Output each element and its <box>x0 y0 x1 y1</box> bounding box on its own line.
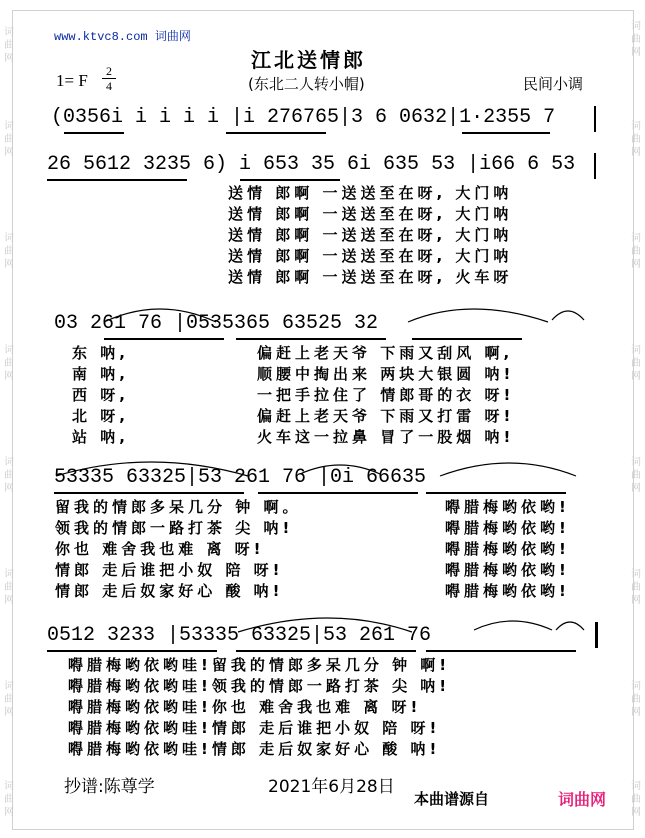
lyric-left: 你也 难舍我也难 离 呀! <box>55 540 265 558</box>
beam <box>47 179 187 181</box>
lyric-right: 偏赶上老天爷 下雨又打雷 呀! <box>257 407 515 425</box>
time-top: 2 <box>106 64 112 78</box>
time-bottom: 4 <box>106 79 112 93</box>
lyric-line: 嘚腊梅哟依哟哇!留我的情郎多呆几分 钟 啊! <box>68 656 451 674</box>
lyric-left: 南 呐, <box>72 365 129 383</box>
final-barline <box>595 622 598 648</box>
brand-logo[interactable]: 词曲网 <box>558 790 607 809</box>
lyric-right: 嘚腊梅哟依哟! <box>445 519 570 537</box>
music-style: 民间小调 <box>523 75 584 93</box>
beam <box>54 492 244 494</box>
transcriber: 抄谱:陈尊学 <box>64 777 155 797</box>
site-url: www.ktvc8.com 词曲网 <box>54 30 191 44</box>
notation-row-2: 26 5612 3235 6) i 653 35 6i 635 53 |i66 6 53 <box>47 153 576 176</box>
watermark-left-7: 词曲网 <box>4 681 14 718</box>
beam <box>426 650 576 652</box>
beam <box>236 338 386 340</box>
barline <box>594 106 596 132</box>
beam <box>240 179 340 181</box>
watermark-right-5: 词曲网 <box>631 457 641 494</box>
lyric-right: 嘚腊梅哟依哟! <box>445 498 570 516</box>
lyric-left: 北 呀, <box>72 407 129 425</box>
lyric-line: 嘚腊梅哟依哟哇!领我的情郎一路打茶 尖 呐! <box>68 677 451 695</box>
watermark-right-1: 词曲网 <box>631 21 641 58</box>
watermark-left-3: 词曲网 <box>4 233 14 270</box>
lyric-line: 嘚腊梅哟依哟哇!情郎 走后奴家好心 酸 呐! <box>68 740 441 758</box>
lyric-left: 领我的情郎一路打茶 尖 呐! <box>55 519 294 537</box>
lyric-right: 顺腰中掏出来 两块大银圆 呐! <box>257 365 515 383</box>
watermark-right-6: 词曲网 <box>631 569 641 606</box>
lyric-right: 嘚腊梅哟依哟! <box>445 561 570 579</box>
song-subtitle: (东北二人转小帽) <box>248 75 365 93</box>
slur <box>552 311 584 320</box>
watermark-left-6: 词曲网 <box>4 569 14 606</box>
lyric-right: 偏赶上老天爷 下雨又刮风 啊, <box>257 344 514 362</box>
beam <box>426 492 566 494</box>
source-note: 本曲谱源自 <box>414 790 490 808</box>
lyric-right: 火车这一拉鼻 冒了一股烟 呐! <box>257 428 515 446</box>
song-title: 江北送情郎 <box>251 48 366 72</box>
notation-row-1: (0356i i i i i |i 276765|3 6 0632|1·2355 7 <box>51 106 556 129</box>
lyric-line: 送情 郎啊 一送送至在呀, 火车呀 <box>228 268 513 286</box>
barline <box>594 153 596 179</box>
lyric-left: 情郎 走后奴家好心 酸 呐! <box>55 582 284 600</box>
watermark-right-4: 词曲网 <box>631 345 641 382</box>
notation-row-4: 53335 63325|53 261 76 |0i 66635 <box>54 466 427 489</box>
slur <box>408 309 548 322</box>
lyric-line: 送情 郎啊 一送送至在呀, 大门呐 <box>228 247 513 265</box>
lyric-line: 嘚腊梅哟依哟哇!情郎 走后谁把小奴 陪 呀! <box>68 719 441 737</box>
beam <box>47 650 217 652</box>
beam <box>258 492 418 494</box>
lyric-right: 嘚腊梅哟依哟! <box>445 540 570 558</box>
watermark-right-7: 词曲网 <box>631 681 641 718</box>
lyric-line: 嘚腊梅哟依哟哇!你也 难舍我也难 离 呀! <box>68 698 422 716</box>
watermark-left-1: 词曲网 <box>4 27 14 64</box>
watermark-right-8: 词曲网 <box>631 781 641 818</box>
notation-row-5: 0512 3233 |53335 63325|53 261 76 <box>47 624 432 647</box>
watermark-left-4: 词曲网 <box>4 345 14 382</box>
beam <box>236 650 416 652</box>
beam <box>412 338 522 340</box>
lyric-left: 站 呐, <box>72 428 129 446</box>
time-signature <box>102 65 116 92</box>
watermark-right-3: 词曲网 <box>631 233 641 270</box>
lyric-line: 送情 郎啊 一送送至在呀, 大门呐 <box>228 184 513 202</box>
lyric-right: 一把手拉住了 情郎哥的衣 呀! <box>257 386 515 404</box>
key-signature: 1= F <box>56 71 88 90</box>
lyric-line: 送情 郎啊 一送送至在呀, 大门呐 <box>228 205 513 223</box>
lyric-left: 东 呐, <box>72 344 129 362</box>
lyric-left: 西 呀, <box>72 386 129 404</box>
watermark-left-5: 词曲网 <box>4 457 14 494</box>
watermark-left-8: 词曲网 <box>4 781 14 818</box>
slur <box>440 463 576 476</box>
watermark-left-2: 词曲网 <box>4 121 14 158</box>
notation-row-3: 03 261 76 |0535365 63525 32 <box>54 312 379 335</box>
lyric-left: 留我的情郎多呆几分 钟 啊。 <box>55 498 302 516</box>
lyric-left: 情郎 走后谁把小奴 陪 呀! <box>55 561 284 579</box>
date: 2021年6月28日 <box>268 777 395 797</box>
beam <box>64 132 124 134</box>
watermark-right-2: 词曲网 <box>631 121 641 158</box>
slur <box>556 622 584 630</box>
slur <box>474 621 552 630</box>
beam <box>104 338 224 340</box>
beam <box>226 132 326 134</box>
beam <box>462 132 550 134</box>
lyric-right: 嘚腊梅哟依哟! <box>445 582 570 600</box>
lyric-line: 送情 郎啊 一送送至在呀, 大门呐 <box>228 226 513 244</box>
